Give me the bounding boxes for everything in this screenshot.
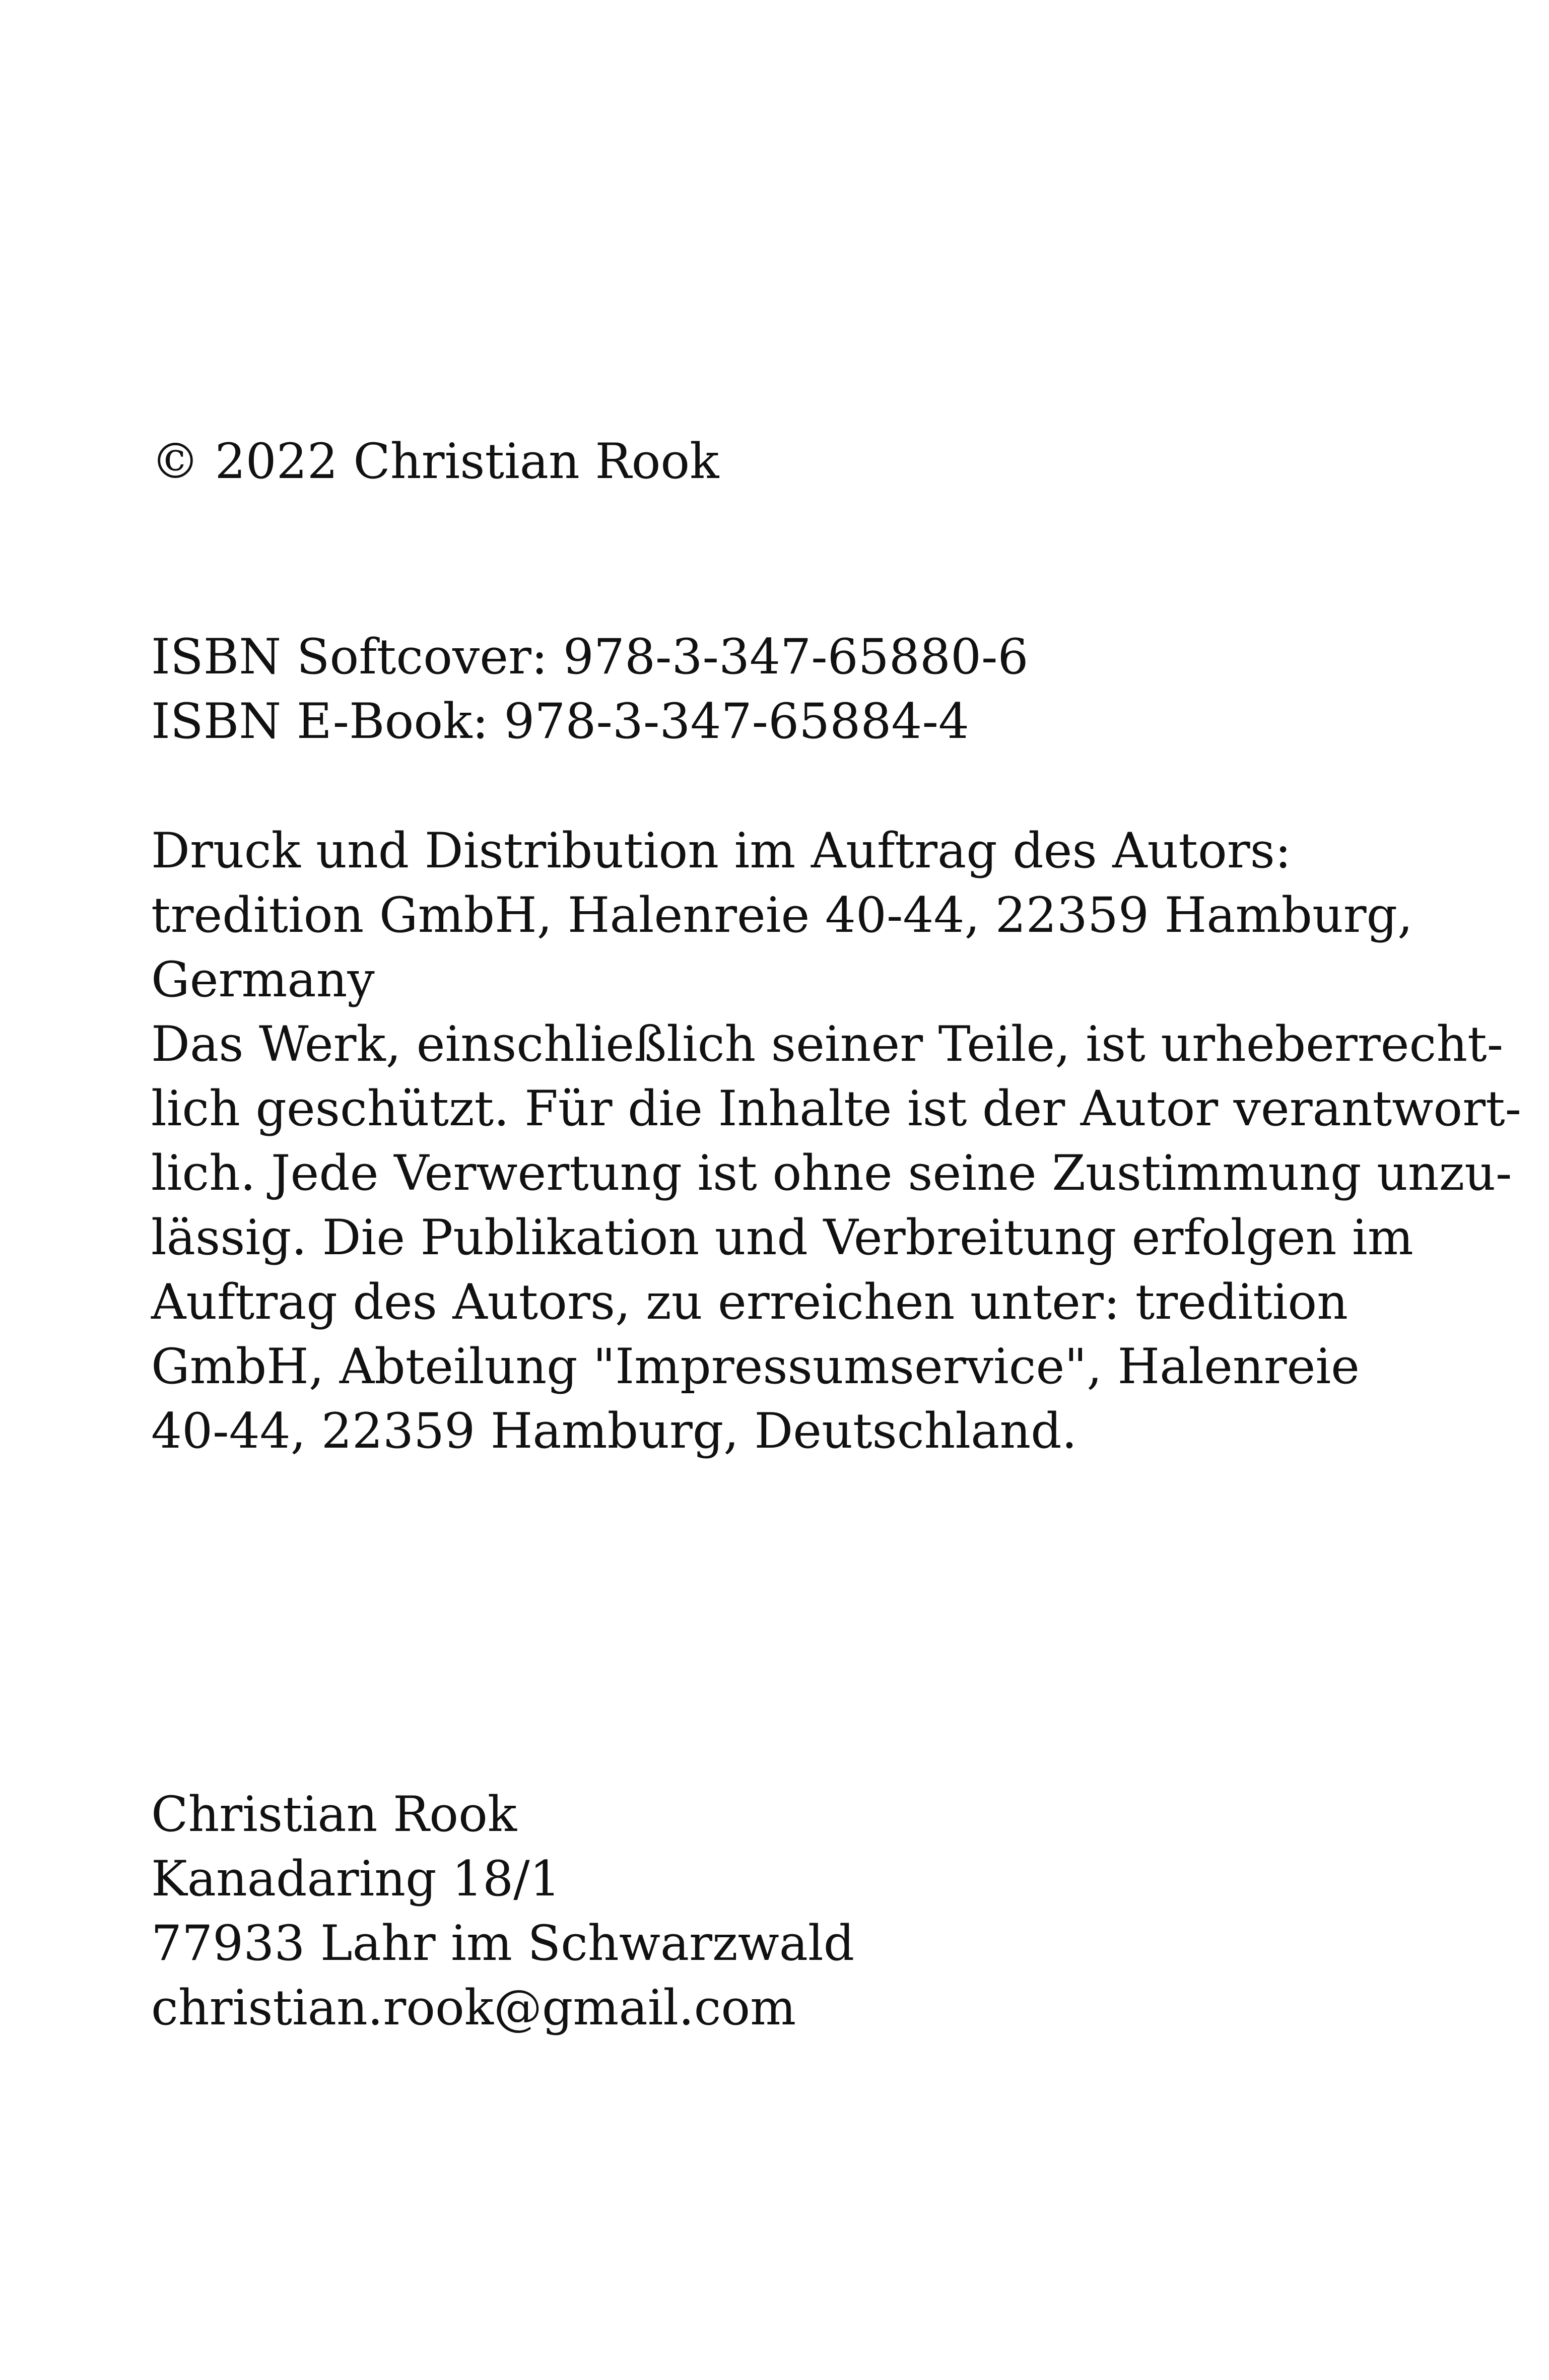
publisher-line: tredition GmbH, Halenreie 40-44, 22359 Hamburg, [151, 887, 1413, 943]
publisher-line: Germany [151, 951, 375, 1008]
publisher-line: Auftrag des Autors, zu erreichen unter: tredition [151, 1274, 1349, 1330]
publisher-line: GmbH, Abteilung "Impressumservice", Halenreie [151, 1338, 1360, 1395]
copyright-notice [151, 429, 1441, 494]
author-contact [151, 1782, 1441, 2040]
isbn-ebook: ISBN E-Book: 978-3-347-65884-4 [151, 693, 969, 750]
publisher-line: Das Werk, einschließlich seiner Teile, ist urheberrecht- [151, 1016, 1504, 1072]
copyright-line: © 2022 Christian Rook [151, 433, 719, 490]
publisher-line: lässig. Die Publikation und Verbreitung erfolgen im [151, 1209, 1413, 1266]
publisher-notice [151, 819, 1522, 1463]
publisher-line: lich. Jede Verwertung ist ohne seine Zustimmung unzu- [151, 1145, 1512, 1201]
publisher-line: Druck und Distribution im Auftrag des Autors: [151, 823, 1292, 879]
author-name: Christian Rook [151, 1786, 517, 1843]
publisher-line: lich geschützt. Für die Inhalte ist der Autor verantwort- [151, 1080, 1522, 1137]
author-email: christian.rook@gmail.com [151, 1980, 796, 2036]
isbn-section [151, 625, 1441, 754]
author-street: Kanadaring 18/1 [151, 1851, 561, 1907]
publisher-line: 40-44, 22359 Hamburg, Deutschland. [151, 1403, 1077, 1459]
isbn-softcover: ISBN Softcover: 978-3-347-65880-6 [151, 629, 1029, 685]
author-city: 77933 Lahr im Schwarzwald [151, 1915, 855, 1971]
